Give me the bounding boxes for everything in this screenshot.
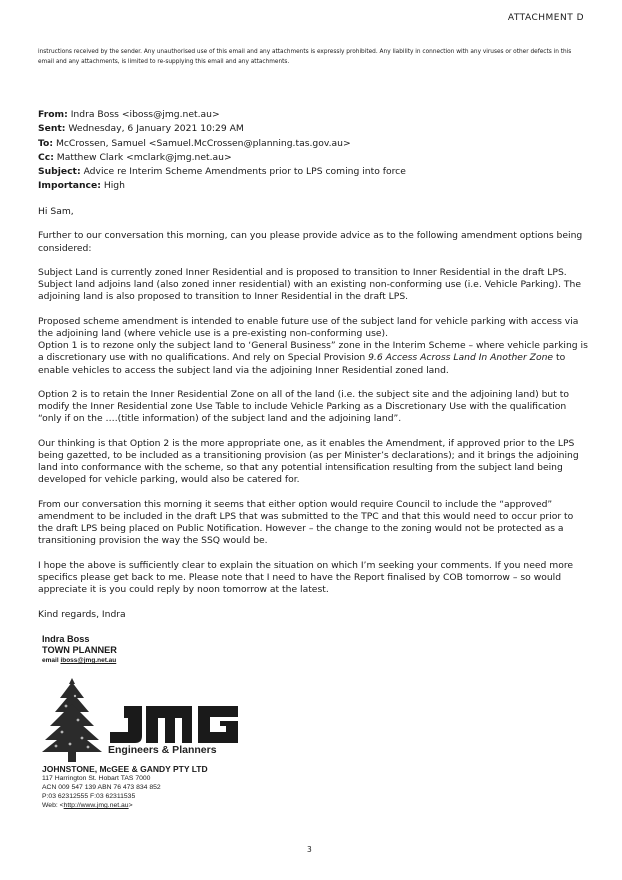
importance-value: High bbox=[103, 180, 125, 192]
signature-email: email iboss@jmg.net.au bbox=[42, 657, 117, 664]
company-name: JOHNSTONE, McGEE & GANDY PTY LTD bbox=[42, 764, 208, 774]
paragraph-1: Further to our conversation this morning, can you please provide advice as to the following amendment options being considered: bbox=[38, 230, 583, 254]
company-web: Web: <http://www.jmg.net.au> bbox=[42, 802, 133, 809]
email-disclaimer: instructions received by the sender. Any unauthorised use of this email and any attachments is expressly prohibited. Any liability in connection with any viruses or other defects in this email and any attachments, is limited to re-supplying this email and any attachments. bbox=[38, 49, 572, 65]
email-headers bbox=[38, 108, 598, 194]
jmg-letters bbox=[110, 706, 238, 743]
tree-icon bbox=[42, 678, 102, 762]
subject-value: Advice re Interim Scheme Amendments prior to LPS coming into force bbox=[83, 166, 406, 178]
signature-title: TOWN PLANNER bbox=[42, 645, 117, 655]
greeting: Hi Sam, bbox=[38, 206, 74, 217]
importance-row: Importance: High bbox=[38, 180, 125, 192]
company-details bbox=[42, 764, 208, 810]
paragraph-6: From our conversation this morning it seems that either option would require Council to include the “approved” amendment to be included in the draft LPS that was submitted to the TPC and that this would need to occur prior to the draft LPS being placed on Public Notification. However – the change to the zoning would not be protected as a transitioning provision the way the SSQ would be. bbox=[38, 498, 574, 547]
from-row: From: Indra Boss <iboss@jmg.net.au> bbox=[38, 109, 220, 120]
from-value: Indra Boss <iboss@jmg.net.au> bbox=[70, 109, 220, 120]
paragraph-7: I hope the above is sufficiently clear to explain the situation on which I’m seeking your comments. If you need more specifics please get back to me. Please note that I need to have the Report finalised by COB tomorrow – so would appreciate it is you could reply by noon tomorrow at the latest. bbox=[38, 559, 574, 596]
email-link[interactable]: iboss@jmg.net.au bbox=[60, 657, 117, 664]
signature-block bbox=[42, 634, 117, 666]
paragraph-2: Subject Land is currently zoned Inner Residential and is proposed to transition to Inner Residential in the draft LPS. Subject land adjoins land (also zoned inner residential) with an existing non-conforming use (i.e. Vehicle Parking). The adjoining land is also proposed to transition to Inner Residential in the draft LPS. bbox=[38, 266, 582, 303]
cc-value: Matthew Clark <mclark@jmg.net.au> bbox=[56, 151, 232, 163]
paragraph-3: Proposed scheme amendment is intended to enable future use of the subject land for vehicle parking with access via the adjoining land (where vehicle use is a pre-existing non-conforming use). Option 1 is to rezone only the subject land to ‘General Business” zone in the Interim Scheme – where vehicle parking is a discretionary use with no qualifications. And rely on Special Provision 9.6 Access Across Land In Another Zone to enable vehicles to access the subject land via the adjoining Inner Residential zoned land. bbox=[38, 315, 588, 376]
web-link[interactable]: http://www.jmg.net.au bbox=[63, 802, 129, 809]
page-number: 3 bbox=[307, 845, 312, 854]
cc-row: Cc: Matthew Clark <mclark@jmg.net.au> bbox=[38, 151, 232, 163]
closing: Kind regards, Indra bbox=[38, 608, 126, 620]
subject-row: Subject: Advice re Interim Scheme Amendments prior to LPS coming into force bbox=[38, 166, 406, 178]
email-body bbox=[38, 206, 588, 633]
to-row: To: McCrossen, Samuel <Samuel.McCrossen@planning.tas.gov.au> bbox=[38, 137, 351, 149]
sent-row: Sent: Wednesday, 6 January 2021 10:29 AM bbox=[38, 123, 244, 135]
logo-tagline: Engineers & Planners bbox=[108, 744, 217, 756]
paragraph-5: Our thinking is that Option 2 is the more appropriate one, as it enables the Amendment, if approved prior to the LPS being gazetted, to be included as a transitioning provision (as per Minister’s declarations); and it brings the adjoining land into conformance with the scheme, so that any potential intensification resulting from the subject land being developed for vehicle parking, would also be catered for. bbox=[38, 437, 579, 486]
company-acn: ACN 009 547 139 ABN 76 473 834 852 bbox=[42, 784, 161, 791]
sent-value: Wednesday, 6 January 2021 10:29 AM bbox=[68, 123, 244, 135]
paragraph-4: Option 2 is to retain the Inner Residential Zone on all of the land (i.e. the subject site and the adjoining land) but to modify the Inner Residential zone Use Table to include Vehicle Parking as a Discretionary Use with the qualification “only if on the ….(title information) of the subject land and the adjoining land”. bbox=[38, 388, 569, 425]
company-address: 117 Harrington St. Hobart TAS 7000 bbox=[42, 775, 151, 782]
attachment-label: ATTACHMENT D bbox=[507, 13, 584, 23]
to-value: McCrossen, Samuel <Samuel.McCrossen@planning.tas.gov.au> bbox=[55, 137, 351, 149]
company-phone: P:03 62312555 F:03 62311535 bbox=[42, 793, 136, 800]
signature-name: Indra Boss bbox=[42, 634, 90, 644]
